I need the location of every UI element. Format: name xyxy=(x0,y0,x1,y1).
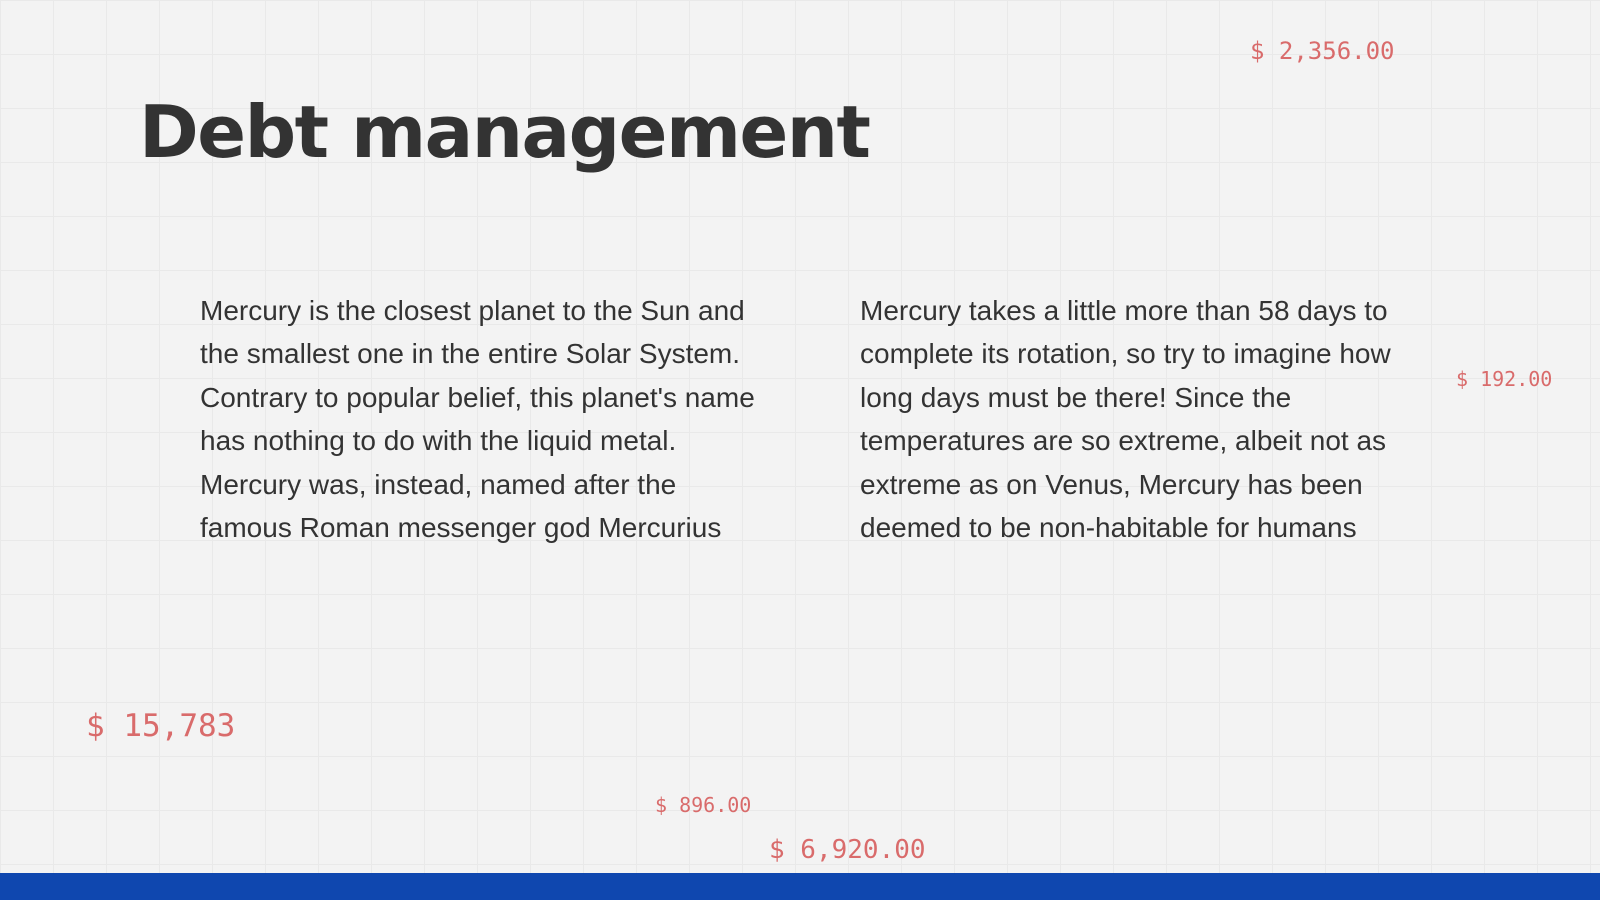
amount-label: $ 2,356.00 xyxy=(1250,37,1395,65)
bottom-accent-bar xyxy=(0,873,1600,900)
body-text-left: Mercury is the closest planet to the Sun and the smallest one in the entire Solar System. Contrary to popular belief, this planet's name has nothing to do with the liquid metal. Mercury was, instead, named after the famous Roman messenger god Mercurius xyxy=(200,295,755,544)
amount-label: $ 6,920.00 xyxy=(769,835,926,865)
slide-title: Debt management xyxy=(139,90,870,174)
amount-label: $ 15,783 xyxy=(86,708,236,744)
amount-label: $ 896.00 xyxy=(655,793,752,817)
body-text-right: Mercury takes a little more than 58 days to complete its rotation, so try to imagine how long days must be there! Since the temperatures are so extreme, albeit not as extreme as on Venus, Mercury has been deemed to be non-habitable for humans xyxy=(860,295,1391,544)
amount-label: $ 192.00 xyxy=(1456,367,1553,391)
